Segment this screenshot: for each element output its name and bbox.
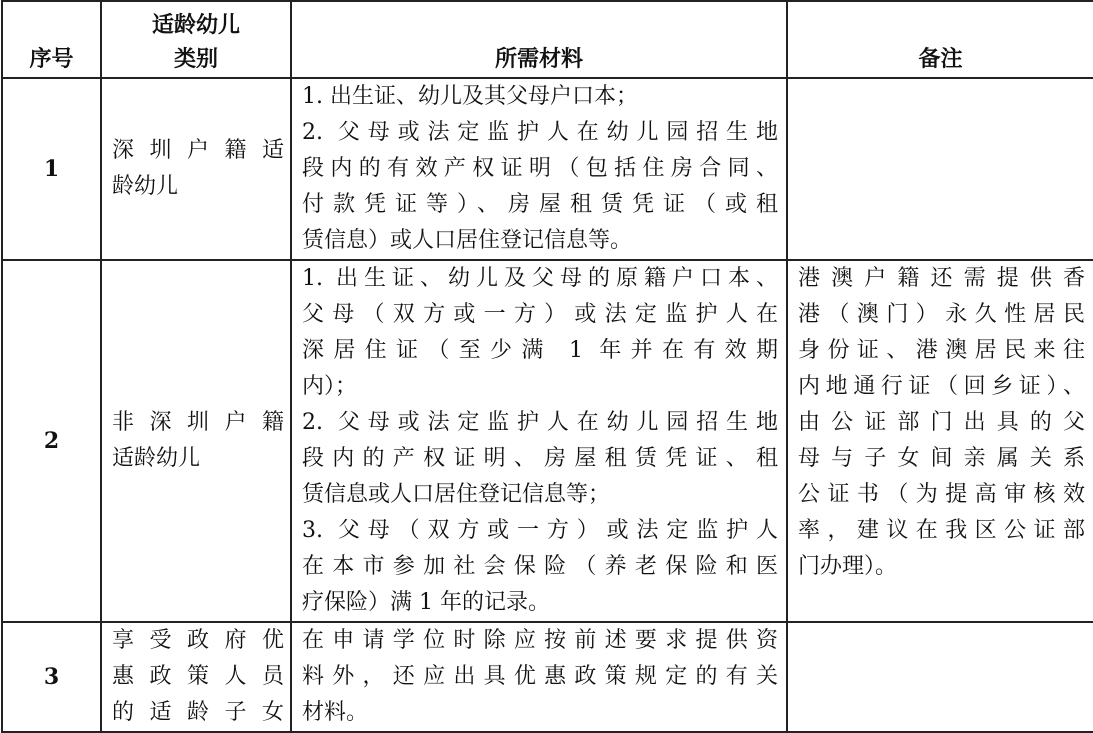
table-row [2, 260, 1093, 622]
row-materials: 在申请学位时除应按前述要求提供资 料外，还应出具优惠政策规定的有关 材料。 [291, 622, 787, 732]
row-seq: 2 [2, 260, 101, 622]
header-seq: 序号 [2, 1, 101, 78]
header-notes: 备注 [787, 1, 1093, 78]
row-category: 享受政府优 惠政策人员 的适龄子女 [101, 622, 291, 732]
table-row [2, 78, 1093, 260]
row-category: 非深圳户籍 适龄幼儿 [101, 260, 291, 622]
row-materials: 1. 出生证、幼儿及父母的原籍户口本、 父母（双方或一方）或法定监护人在 深居住证（至少满 1 年并在有效期 内）； 2. 父母或法定监护人在幼儿园招生地 段内的产权证明、房屋租赁凭证、租 赁信息或人口居住登记信息等； 3. 父母（双方或一方）或法定监护人 在本市参加社会保险（养老保险和医 疗保险）满 1 年的记录。 [291, 260, 787, 622]
header-category [101, 1, 291, 78]
requirements-table [1, 0, 1093, 733]
row-seq: 1 [2, 78, 101, 260]
row-category: 深圳户籍适 龄幼儿 [101, 78, 291, 260]
header-materials: 所需材料 [291, 1, 787, 78]
header-category-line1: 适龄幼儿 [151, 12, 240, 38]
row-seq: 3 [2, 622, 101, 732]
header-category-line2: 类别 [173, 46, 218, 72]
header-row [2, 1, 1093, 78]
row-notes [787, 78, 1093, 260]
row-notes: 港澳户籍还需提供香 港（澳门）永久性居民 身份证、港澳居民来往 内地通行证（回乡证）、 由公证部门出具的父 母与子女间亲属关系 公证书（为提高审核效 率，建议在我区公证部 门办理）。 [787, 260, 1093, 622]
row-materials: 1. 出生证、幼儿及其父母户口本； 2. 父母或法定监护人在幼儿园招生地 段内的有效产权证明（包括住房合同、 付款凭证等）、房屋租赁凭证（或租 赁信息）或人口居住登记信息等。 [291, 78, 787, 260]
row-notes [787, 622, 1093, 732]
table-row [2, 622, 1093, 732]
